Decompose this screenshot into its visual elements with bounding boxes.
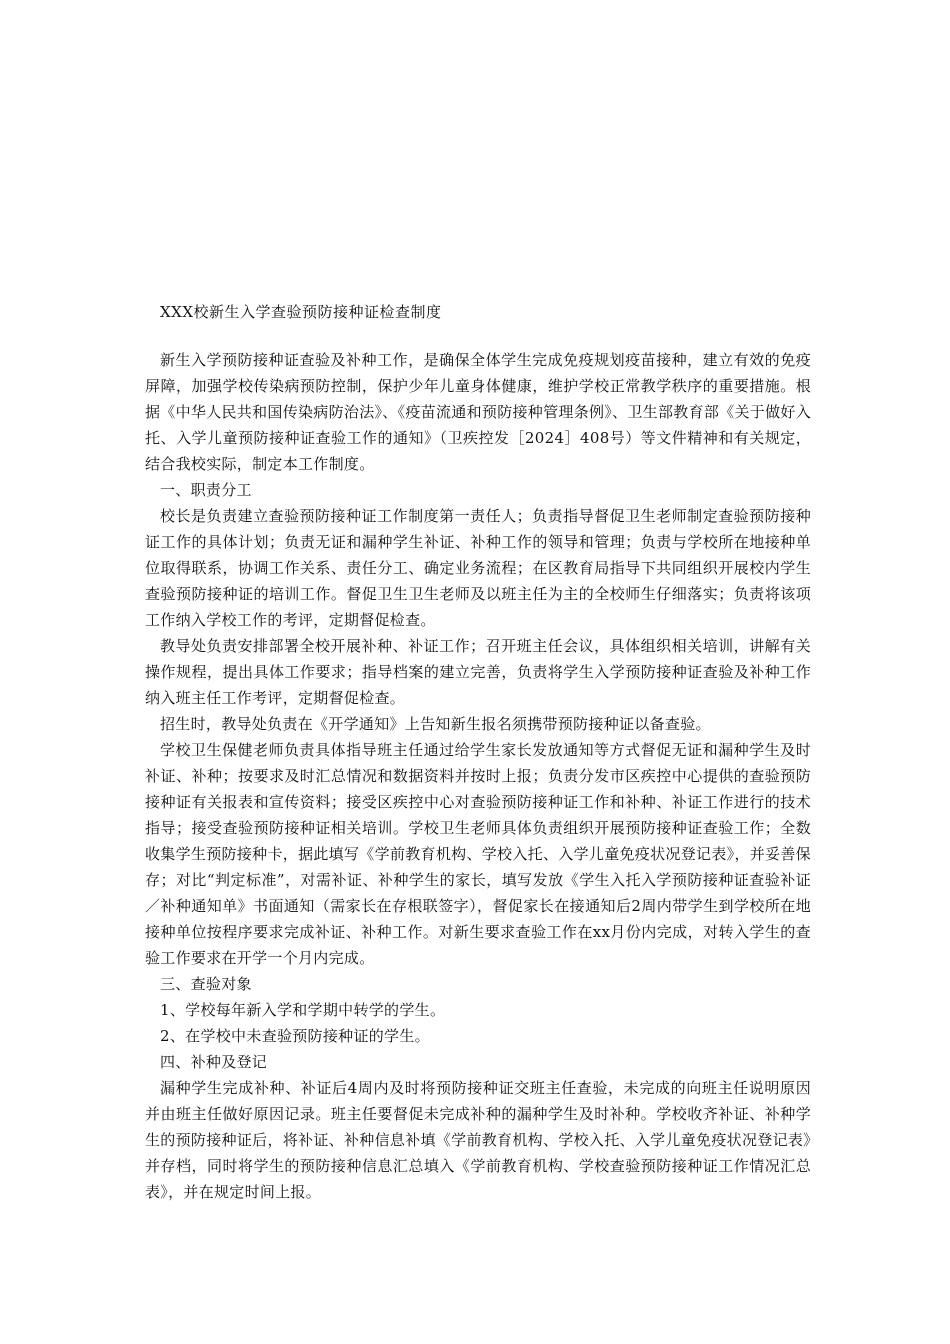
section-heading-registration: 四、补种及登记 — [160, 1053, 268, 1071]
list-item-target-2: 2、在学校中未查验预防接种证的学生。 — [160, 1027, 430, 1045]
paragraph-intro: 新生入学预防接种证查验及补种工作，是确保全体学生完成免疫规划疫苗接种，建立有效的免疫屏障，加强学校传染病预防控制，保护少年儿童身体健康，维护学校正常教学秩序的重要措施。根据《中华人民共和国传染病防治法》、《疫苗流通和预防接种管理条例》、卫生部教育部《关于做好入托、入学儿童预防接种证查验工作的通知》（卫疾控发［2024］408号）等文件精神和有关规定，结合我校实际，制定本工作制度。 — [145, 351, 812, 473]
paragraph-registration: 漏种学生完成补种、补证后4周内及时将预防接种证交班主任查验，未完成的向班主任说明原因并由班主任做好原因记录。班主任要督促未完成补种的漏种学生及时补种。学校收齐补证、补种学生的预防接种证后，将补证、补种信息补填《学前教育机构、学校入托、入学儿童免疫状况登记表》并存档，同时将学生的预防接种信息汇总填入《学前教育机构、学校查验预防接种证工作情况汇总表》，并在规定时间上报。 — [145, 1079, 811, 1201]
document-body — [145, 347, 811, 1205]
paragraph-academic-office: 教导处负责安排部署全校开展补种、补证工作；召开班主任会议，具体组织相关培训，讲解有关操作规程，提出具体工作要求；指导档案的建立完善，负责将学生入学预防接种证查验及补种工作纳入班主任工作考评，定期督促检查。 — [145, 637, 811, 707]
paragraph-health-teacher: 学校卫生保健老师负责具体指导班主任通过给学生家长发放通知等方式督促无证和漏种学生及时补证、补种；按要求及时汇总情况和数据资料并按时上报；负责分发市区疾控中心提供的查验预防接种证有关报表和宣传资料；接受区疾控中心对查验预防接种证工作和补种、补证工作进行的技术指导；接受查验预防接种证相关培训。学校卫生老师具体负责组织开展预防接种证查验工作；全数收集学生预防接种卡，据此填写《学前教育机构、学校入托、入学儿童免疫状况登记表》，并妥善保存；对比“判定标准”，对需补证、补种学生的家长，填写发放《学生入托入学预防接种证查验补证／补种通知单》书面通知（需家长在存根联签字），督促家长在接通知后2周内带学生到学校所在地接种单位按程序要求完成补证、补种工作。对新生要求查验工作在xx月份内完成，对转入学生的查验工作要求在开学一个月内完成。 — [145, 741, 811, 967]
paragraph-enrollment: 招生时，教导处负责在《开学通知》上告知新生报名须携带预防接种证以备查验。 — [160, 715, 711, 733]
paragraph-principal: 校长是负责建立查验预防接种证工作制度第一责任人；负责指导督促卫生老师制定查验预防接种证工作的具体计划；负责无证和漏种学生补证、补种工作的领导和管理；负责与学校所在地接种单位取得联系，协调工作关系、责任分工、确定业务流程；在区教育局指导下共同组织开展校内学生查验预防接种证的培训工作。督促卫生卫生老师及以班主任为主的全校师生仔细落实；负责将该项工作纳入学校工作的考评，定期督促检查。 — [145, 507, 811, 629]
document-title: XXX校新生入学查验预防接种证检查制度 — [160, 303, 442, 321]
list-item-target-1: 1、学校每年新入学和学期中转学的学生。 — [160, 1001, 446, 1019]
section-heading-targets: 三、查验对象 — [160, 975, 252, 993]
section-heading-duties: 一、职责分工 — [160, 481, 252, 499]
